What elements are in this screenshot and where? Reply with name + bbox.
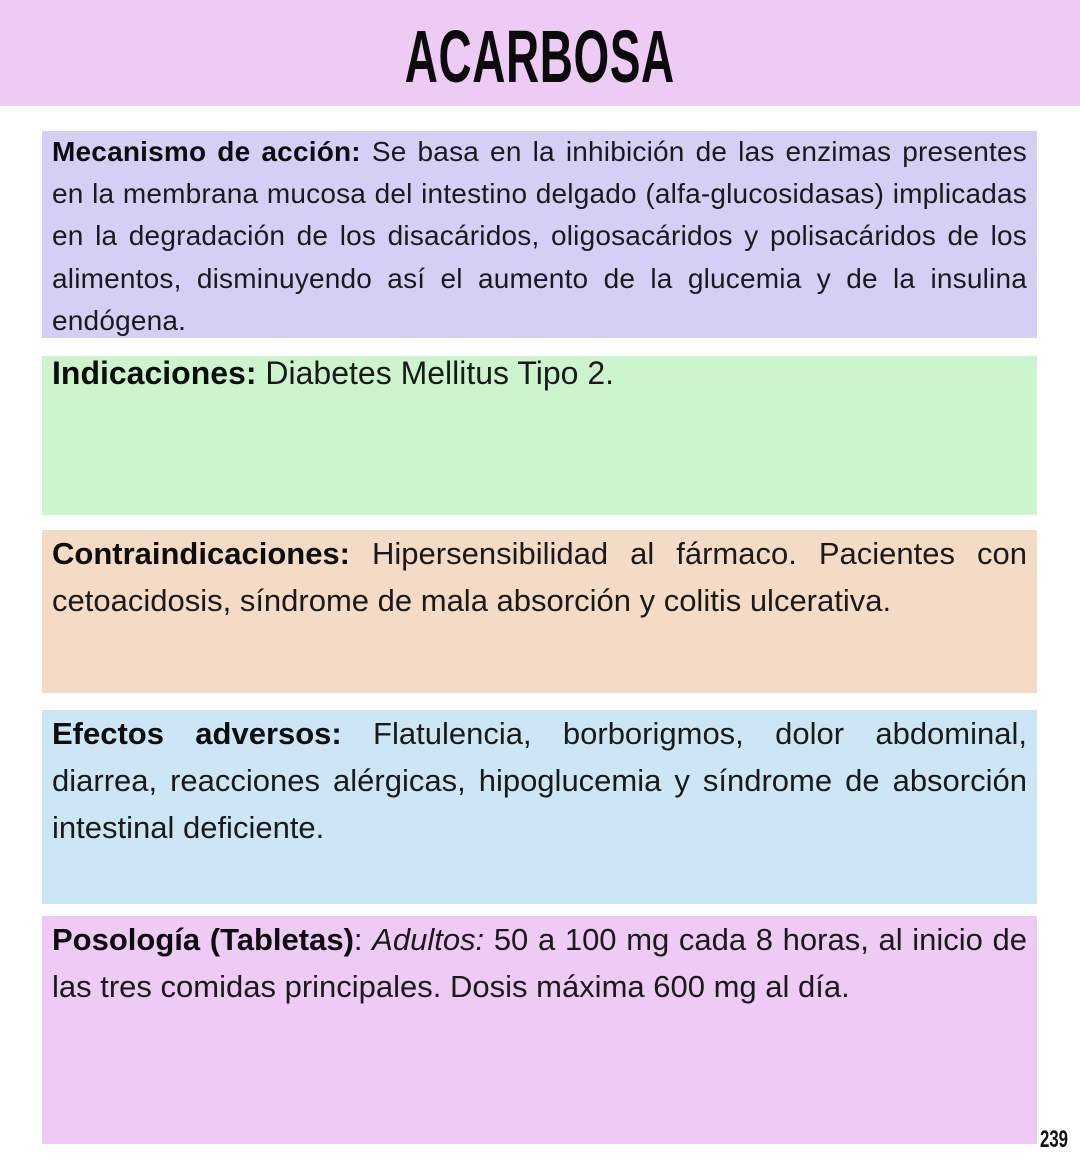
adverse-effects-paragraph — [52, 710, 1027, 851]
contraindications-paragraph — [52, 530, 1027, 624]
contraindications-label: Contraindicaciones: — [52, 536, 350, 571]
drug-title: ACARBOSA — [404, 14, 676, 98]
section-indications — [42, 356, 1037, 515]
dosage-text: 50 a 100 mg cada 8 horas, al inicio de las tres comidas principales. Dosis máxima 600 mg al día. — [52, 922, 1027, 1004]
mechanism-text: Se basa en la inhibición de las enzimas presentes en la membrana mucosa del intestino delgado (alfa-glucosidasas) implicadas en la degradación de los disacáridos, oligosacáridos y polisacáridos de los alimentos, disminuyendo así el aumento de la glucemia y de la insulina endógena. — [52, 136, 1028, 336]
adverse-effects-label: Efectos adversos: — [52, 716, 342, 751]
mechanism-paragraph — [52, 131, 1027, 342]
dosage-separator: : — [353, 922, 373, 957]
section-contraindications — [42, 530, 1037, 693]
adverse-effects-text: Flatulencia, borborigmos, dolor abdominal, diarrea, reacciones alérgicas, hipoglucemia y síndrome de absorción intestinal deficiente. — [52, 716, 1027, 845]
dosage-label: Posología (Tabletas) — [52, 922, 354, 957]
indications-text: Diabetes Mellitus Tipo 2. — [256, 355, 614, 391]
mechanism-label: Mecanismo de acción: — [52, 136, 361, 167]
page-number: 239 — [1040, 1126, 1069, 1153]
section-dosage — [42, 916, 1037, 1144]
contraindications-text: Hipersensibilidad al fármaco. Pacientes con cetoacidosis, síndrome de mala absorción y colitis ulcerativa. — [52, 536, 1027, 618]
section-adverse-effects — [42, 710, 1037, 904]
section-mechanism — [42, 131, 1037, 338]
page-header — [0, 0, 1080, 106]
indications-label: Indicaciones: — [52, 355, 257, 391]
indications-paragraph — [52, 356, 1027, 390]
dosage-paragraph — [52, 916, 1027, 1010]
dosage-sublabel: Adultos: — [372, 922, 485, 957]
